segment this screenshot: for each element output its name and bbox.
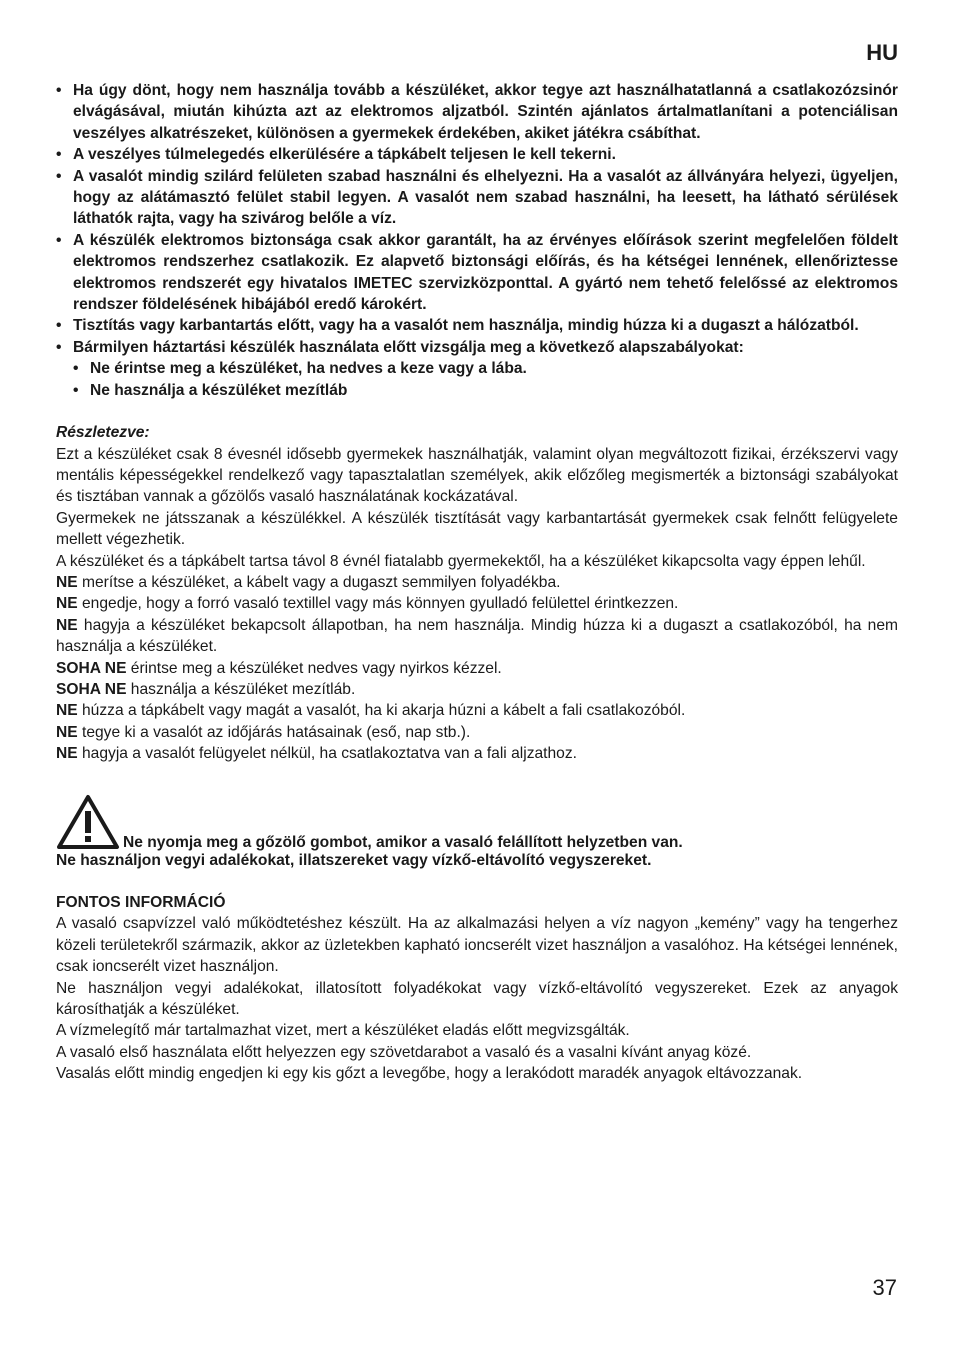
- list-item: • Tisztítás vagy karbantartás előtt, vagy ha a vasalót nem használja, mindig húzza ki a dugaszt a hálózatból.: [56, 315, 898, 336]
- list-item-text: Bármilyen háztartási készülék használata előtt vizsgálja meg a következő alapszabályokat:: [73, 338, 744, 356]
- rule-prefix: NE: [56, 595, 78, 613]
- rule-line: [56, 679, 898, 700]
- rule-text: tegye ki a vasalót az időjárás hatásainak (eső, nap stb.).: [77, 723, 471, 741]
- rule-text: engedje, hogy a forró vasaló textillel vagy más könnyen gyulladó felülettel érintkezzen.: [77, 595, 679, 613]
- rule-line: [56, 658, 898, 679]
- rule-text: használja a készüléket mezítláb.: [126, 680, 356, 698]
- important-paragraph: Vasalás előtt mindig engedjen ki egy kis gőzt a levegőbe, hogy a lerakódott maradék anyagok eltávozzanak.: [56, 1065, 803, 1083]
- warning-line: Ne nyomja meg a gőzölő gombot, amikor a vasaló felállított helyzetben van.: [123, 834, 683, 852]
- important-paragraph: A vasaló első használata előtt helyezzen egy szövetdarabot a vasaló és a vasalni kívánt anyag közé.: [56, 1043, 752, 1061]
- sub-bullet-list: [73, 358, 898, 401]
- safety-bullet-list: [56, 80, 898, 401]
- page-number: 37: [872, 1275, 897, 1300]
- language-code: HU: [866, 40, 898, 65]
- details-paragraph: Gyermekek ne játsszanak a készülékkel. A készülék tisztítását vagy karbantartását gyermekek csak felnőtt felügyelete mellett végezhetik.: [56, 509, 898, 549]
- rule-line: [56, 593, 898, 614]
- rule-text: húzza a tápkábelt vagy magát a vasalót, ha ki akarja húzni a kábelt a fali csatlakozóból.: [77, 702, 686, 720]
- list-item: [56, 337, 898, 401]
- details-paragraph: A készüléket és a tápkábelt tartsa távol 8 évnél fiatalabb gyermekektől, ha a készüléket kikapcsolta vagy éppen lehűl.: [56, 552, 866, 570]
- sub-list-item: • Ne használja a készüléket mezítláb: [73, 380, 898, 401]
- important-paragraph: A vasaló csapvízzel való működtetéshez készült. Ha az alkalmazási helyen a víz nagyon „kemény” vagy ha tengerhez közeli területekről származik, akkor az üzletekben kapható ioncserélt vizet használjon a vasalóhoz. Ha kétségei lennének, csak ioncserélt vizet használjon.: [56, 915, 898, 976]
- important-title: FONTOS INFORMÁCIÓ: [56, 894, 226, 911]
- rule-line: [56, 722, 898, 743]
- list-item: • A vasalót mindig szilárd felületen szabad használni és elhelyezni. Ha a vasalót az állványára helyezi, ügyeljen, hogy az alátámasztó felület stabil legyen. A vasalót nem szabad használni, ha leesett, ha látható sérülések láthatók rajta, vagy ha szivárog belőle a víz.: [56, 166, 898, 230]
- rule-prefix: NE: [56, 702, 78, 720]
- rule-text: érintse meg a készüléket nedves vagy nyirkos kézzel.: [126, 659, 502, 677]
- rule-text: merítse a készüléket, a kábelt vagy a dugaszt semmilyen folyadékba.: [77, 573, 561, 591]
- important-paragraph: A vízmelegítő már tartalmazhat vizet, mert a készüléket eladás előtt megvizsgálták.: [56, 1022, 630, 1040]
- warning-block: [56, 794, 898, 871]
- rule-prefix: NE: [56, 616, 78, 634]
- page-content: [56, 80, 898, 1085]
- rule-prefix: NE: [56, 745, 78, 763]
- rule-text: hagyja a vasalót felügyelet nélkül, ha csatlakoztatva van a fali aljzathoz.: [77, 745, 577, 763]
- list-item: • A veszélyes túlmelegedés elkerülésére a tápkábelt teljesen le kell tekerni.: [56, 144, 898, 165]
- list-item: • A készülék elektromos biztonsága csak akkor garantált, ha az érvényes előírások szerint megfelelően földelt elektromos rendszerhez csatlakozik. Ez alapvető biztonsági előírás, és ha kétségei lennének, ellenőriztesse elektromos rendszerét egy hivatalos IMETEC szervizközponttal. A gyártó nem tehető felelőssé az elektromos rendszer földelésének hibájából eredő károkért.: [56, 230, 898, 316]
- details-paragraph: Ezt a készüléket csak 8 évesnél idősebb gyermekek használhatják, valamint olyan megváltozott fizikai, érzékszervi vagy mentális képességekkel rendelkező vagy tapasztalatlan személyek, akik előzőleg megismerték a biztonsági szabályokat és tisztában vannak a gőzölős vasaló használatának kockázatával.: [56, 445, 898, 506]
- sub-list-item: • Ne érintse meg a készüléket, ha nedves a keze vagy a lába.: [73, 358, 898, 379]
- rule-line: [56, 615, 898, 658]
- rule-prefix: SOHA NE: [56, 680, 127, 698]
- rule-line: [56, 572, 898, 593]
- rule-prefix: NE: [56, 573, 78, 591]
- rule-prefix: NE: [56, 723, 78, 741]
- rule-line: [56, 743, 898, 764]
- details-title: Részletezve:: [56, 424, 150, 442]
- rule-line: [56, 700, 898, 721]
- important-paragraph: Ne használjon vegyi adalékokat, illatosított folyadékokat vagy vízkő-eltávolító vegyszereket. Ezek az anyagok károsíthatják a készüléket.: [56, 979, 898, 1019]
- warning-triangle-icon: [56, 794, 120, 850]
- rule-prefix: SOHA NE: [56, 659, 127, 677]
- rule-text: hagyja a készüléket bekapcsolt állapotban, ha nem használja. Mindig húzza ki a dugaszt a csatlakozóból, ha nem használja a készüléket.: [56, 616, 898, 656]
- list-item: • Ha úgy dönt, hogy nem használja tovább a készüléket, akkor tegye azt használhatatlanná a csatlakozózsinór elvágásával, miután kihúzta azt az elektromos aljzatból. Szintén ajánlatos ártalmatlanítani a potenciálisan veszélyes alkatrészeket, különösen a gyermekek érdekében, akiket játékra csábíthat.: [56, 80, 898, 144]
- warning-line: Ne használjon vegyi adalékokat, illatszereket vagy vízkő-eltávolító vegyszereket.: [56, 851, 652, 869]
